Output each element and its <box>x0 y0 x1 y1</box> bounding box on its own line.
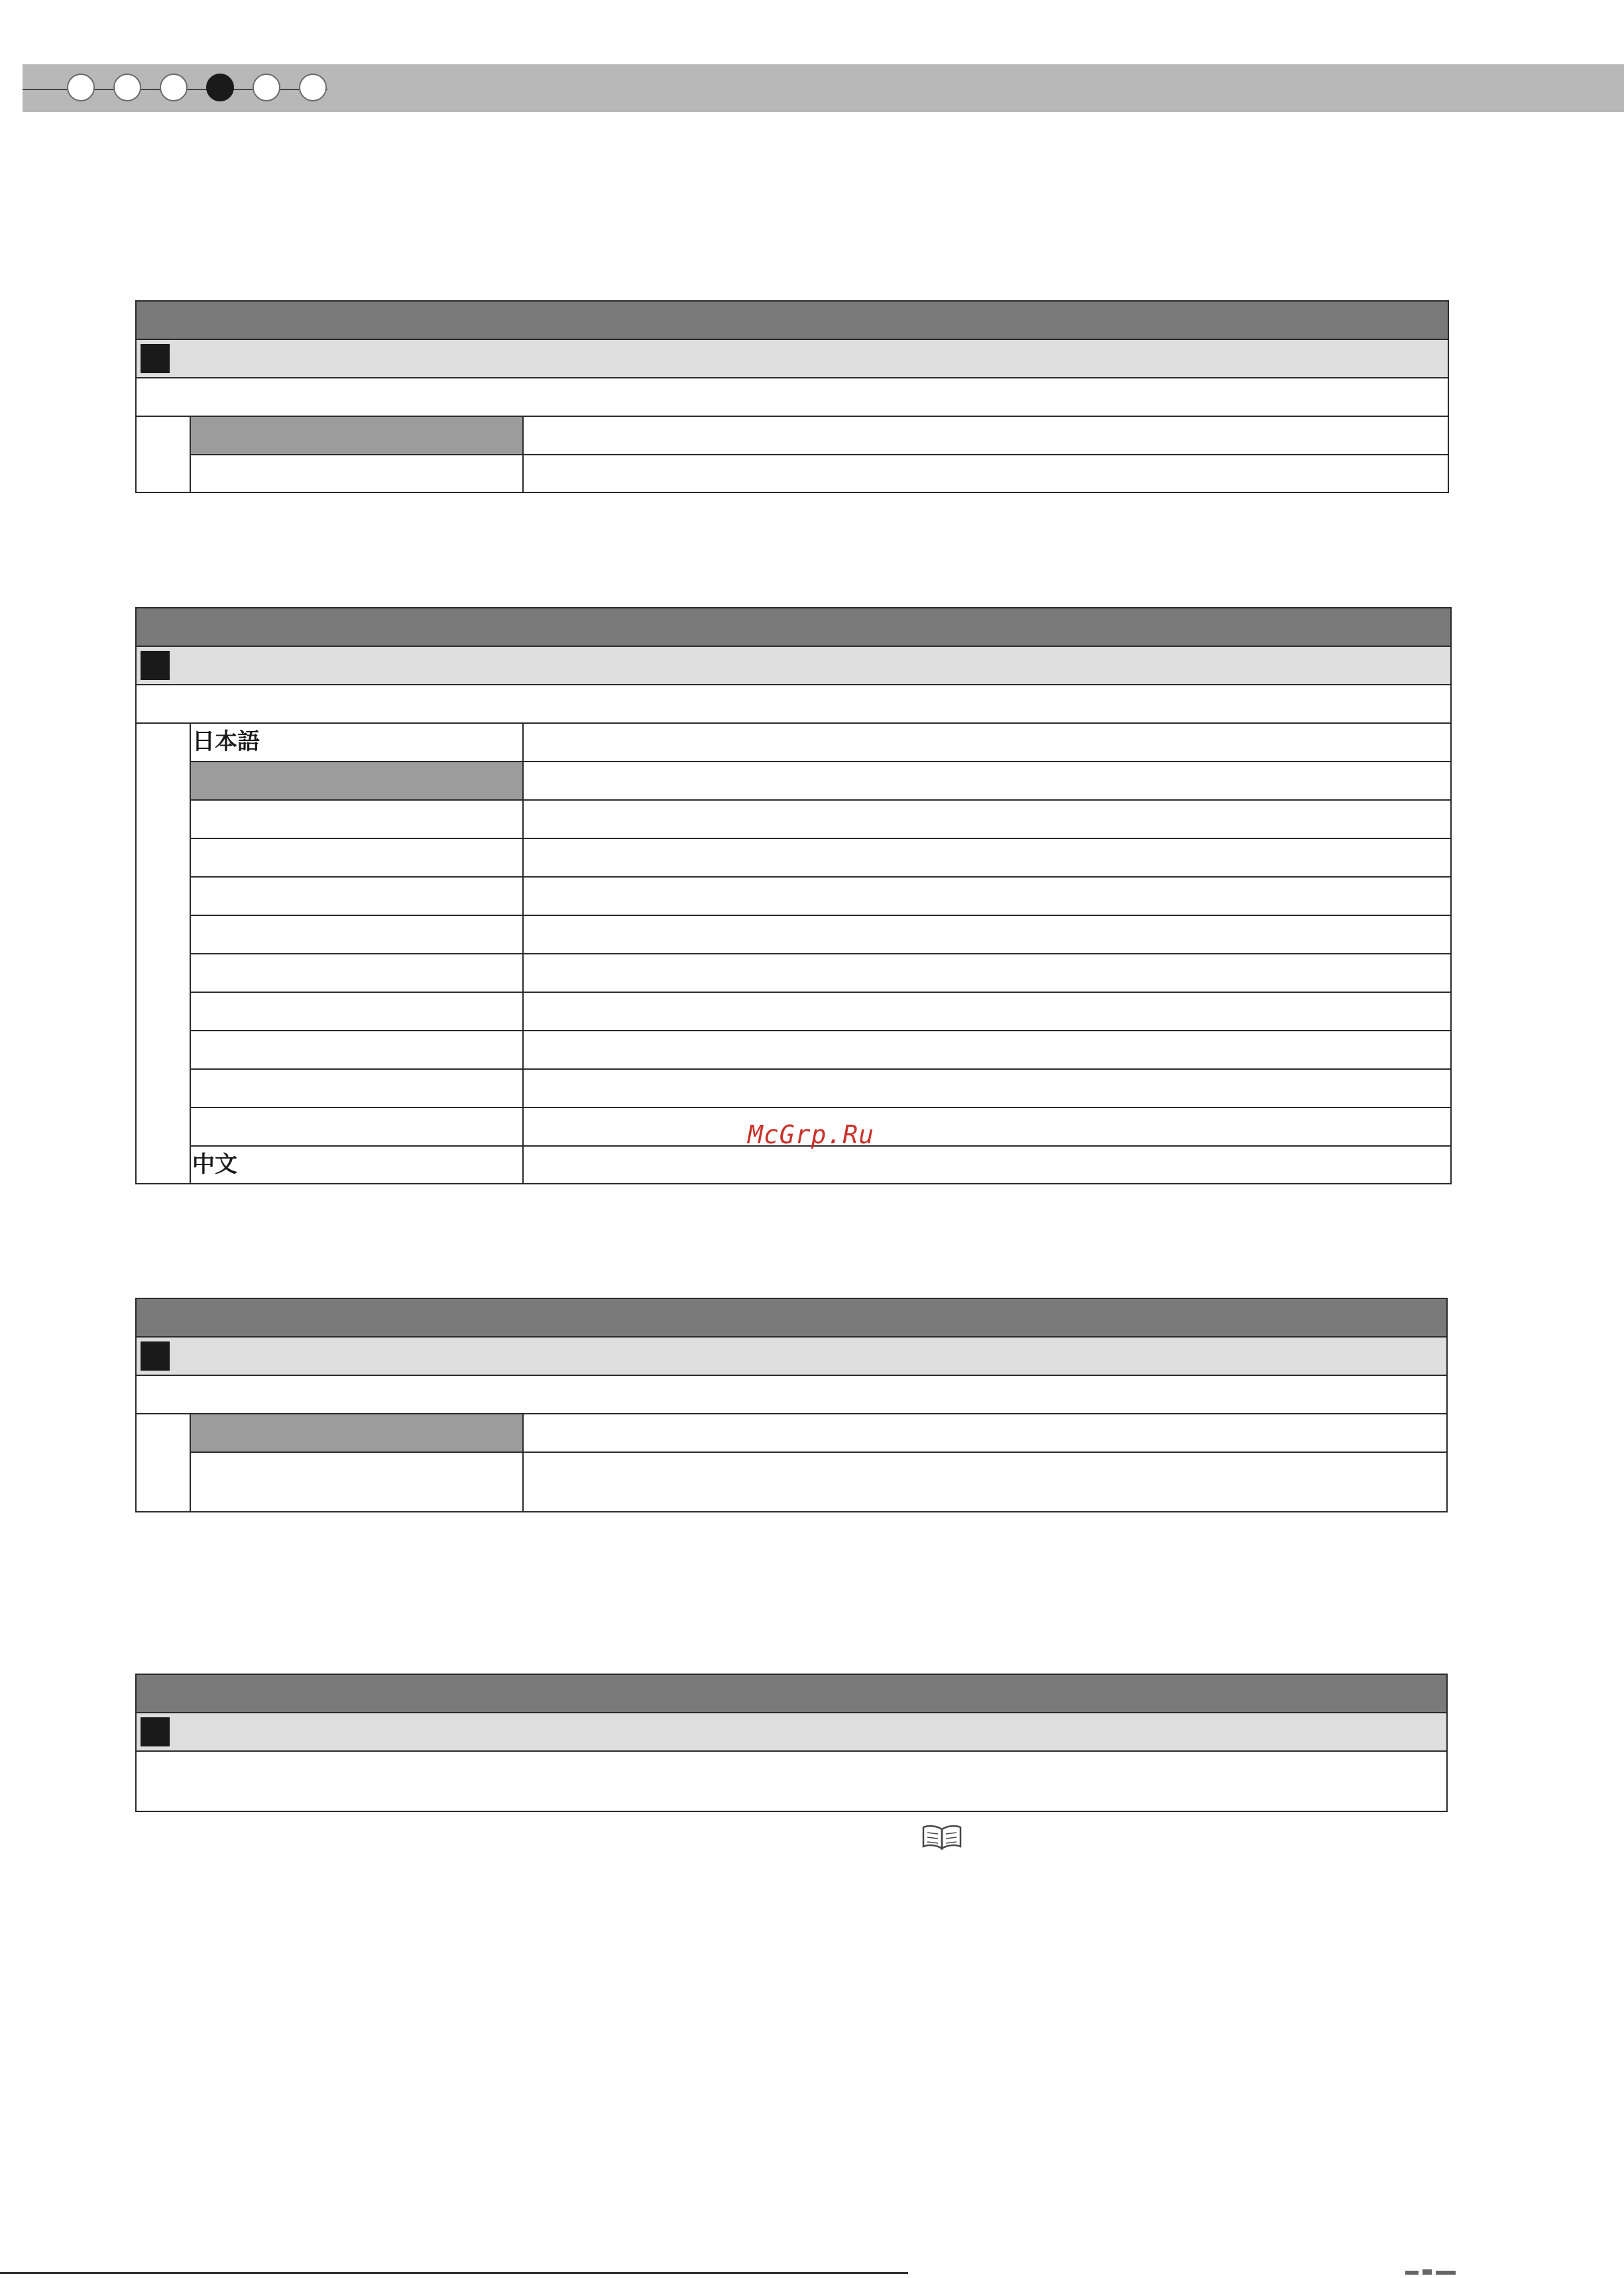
table-description-row <box>137 1752 1446 1811</box>
language-row <box>191 801 1450 839</box>
language-value <box>524 878 1450 915</box>
language-value <box>524 1070 1450 1107</box>
language-row <box>191 916 1450 954</box>
page-indicator-dot-6 <box>299 74 327 101</box>
language-row <box>191 762 1450 801</box>
page-indicator-dot-2 <box>113 74 141 101</box>
language-label <box>191 762 524 799</box>
language-label <box>191 993 524 1030</box>
language-label <box>191 954 524 992</box>
table-description-row <box>137 378 1448 417</box>
table-indent-column <box>137 417 191 492</box>
option-value <box>524 455 1448 492</box>
table-row <box>191 1414 1446 1453</box>
table-header <box>137 1299 1446 1338</box>
option-label <box>191 1453 524 1511</box>
language-row-chinese <box>191 1147 1450 1184</box>
book-icon <box>921 1824 962 1851</box>
language-label <box>191 1031 524 1068</box>
language-row <box>191 839 1450 878</box>
page-indicator-dot-3 <box>160 74 188 101</box>
table-indent-column <box>137 1414 191 1511</box>
table-subheader <box>137 1338 1446 1376</box>
table-subheader <box>137 1713 1446 1752</box>
option-value <box>524 1414 1446 1452</box>
language-value <box>524 1147 1450 1184</box>
language-row <box>191 993 1450 1031</box>
table-subheader <box>137 340 1448 378</box>
page-indicator-dot-5 <box>253 74 280 101</box>
page-indicator-dot-4-active <box>206 74 234 101</box>
language-value <box>524 993 1450 1030</box>
table-row <box>191 417 1448 455</box>
table-description-row <box>137 685 1450 724</box>
language-row <box>191 1070 1450 1108</box>
language-label <box>191 878 524 915</box>
language-value <box>524 1031 1450 1068</box>
table-header <box>137 1675 1446 1713</box>
language-label <box>191 801 524 838</box>
language-row <box>191 954 1450 993</box>
settings-table-1 <box>135 300 1449 493</box>
language-value <box>524 801 1450 838</box>
settings-table-4 <box>135 1674 1448 1812</box>
black-square-icon <box>141 1341 170 1371</box>
black-square-icon <box>141 344 170 373</box>
settings-table-2-language <box>135 607 1452 1184</box>
footer-rule <box>0 2272 908 2274</box>
option-value <box>524 1453 1446 1511</box>
language-value <box>524 1108 1450 1145</box>
option-label <box>191 455 524 492</box>
language-label <box>191 916 524 953</box>
language-row <box>191 1031 1450 1070</box>
language-value <box>524 954 1450 992</box>
language-value <box>524 724 1450 761</box>
option-value <box>524 417 1448 454</box>
language-row <box>191 878 1450 916</box>
table-header <box>137 302 1448 340</box>
table-row <box>191 1453 1446 1511</box>
language-row-japanese <box>191 724 1450 762</box>
settings-table-3 <box>135 1298 1448 1512</box>
language-value <box>524 762 1450 799</box>
black-square-icon <box>141 1717 170 1746</box>
watermark-text: McGrp.Ru <box>748 1120 875 1149</box>
option-label <box>191 1414 524 1452</box>
table-header <box>137 608 1450 647</box>
table-indent-column <box>137 724 191 1183</box>
language-label: 日本語 <box>191 724 524 761</box>
page-indicator-dot-1 <box>67 74 95 101</box>
language-value <box>524 916 1450 953</box>
table-description-row <box>137 1376 1446 1414</box>
language-label <box>191 839 524 876</box>
language-label <box>191 1108 524 1145</box>
footer-mark-icon <box>1405 2269 1465 2275</box>
language-label <box>191 1070 524 1107</box>
language-label: 中文 <box>191 1147 524 1184</box>
language-value <box>524 839 1450 876</box>
table-subheader <box>137 647 1450 685</box>
table-row <box>191 455 1448 492</box>
black-square-icon <box>141 651 170 680</box>
option-label <box>191 417 524 454</box>
